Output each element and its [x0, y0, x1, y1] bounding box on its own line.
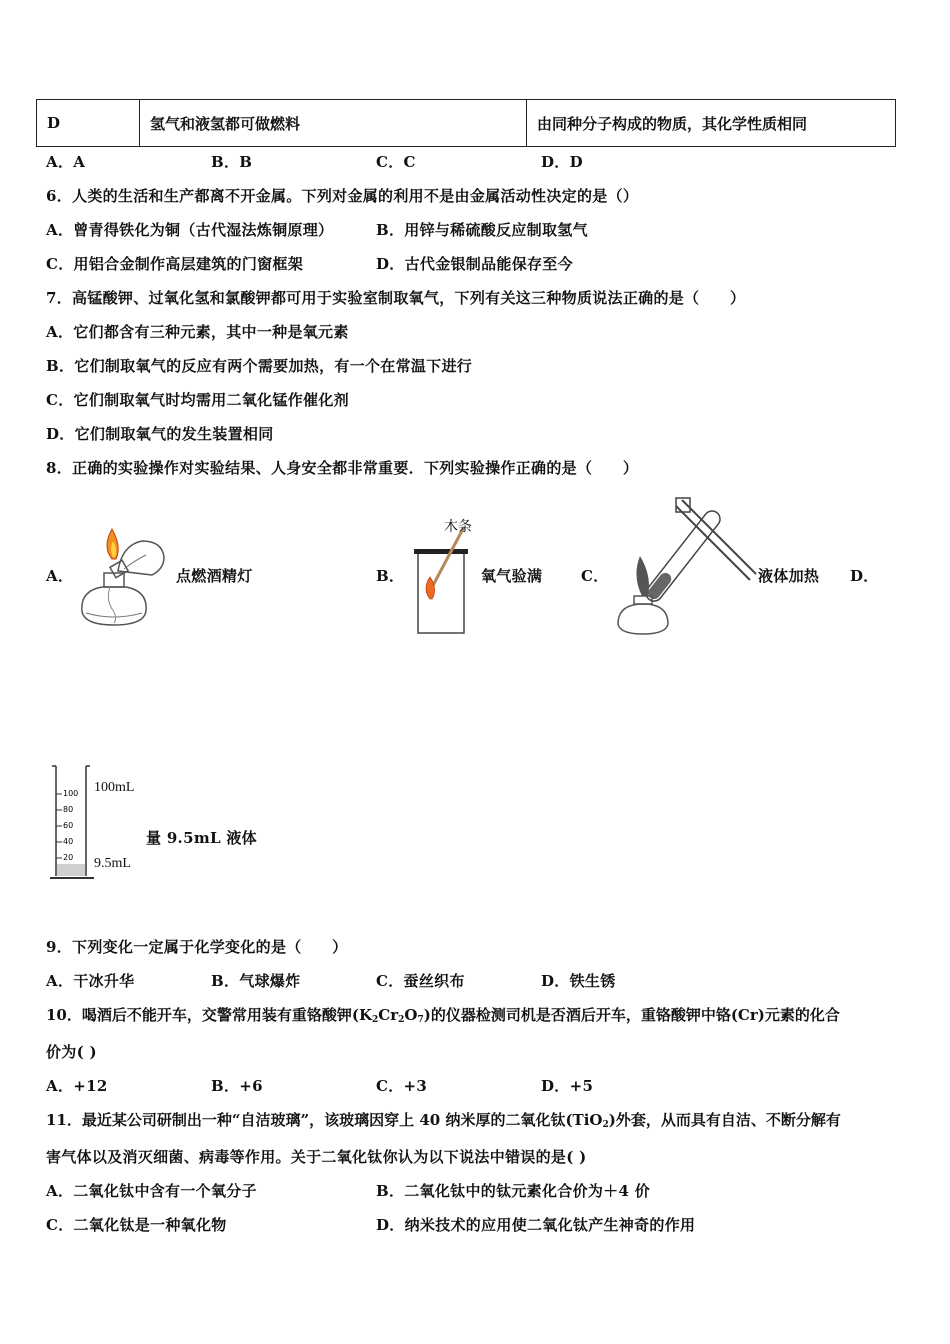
cylinder-tick: 100	[63, 789, 79, 798]
cylinder-tick: 40	[63, 837, 74, 846]
q6-option-b: B．用锌与稀硫酸反应制取氢气	[376, 221, 588, 239]
q11-option-b: B．二氧化钛中的钛元素化合价为＋4 价	[376, 1182, 651, 1200]
q11-option-a: A．二氧化钛中含有一个氧分子	[46, 1182, 257, 1200]
q11-option-d: D．纳米技术的应用使二氧化钛产生神奇的作用	[376, 1216, 696, 1234]
q10-stem-line1: 10．喝酒后不能开车，交警常用装有重铬酸钾$(K_2Cr_2O_7)$的仪器检测司机是否酒后开车，重铬酸钾中铬(Cr)元素的化合	[46, 1006, 840, 1025]
q11-option-c: C．二氧化钛是一种氧化物	[46, 1216, 227, 1234]
q8-option-c-letter: C．	[581, 567, 609, 585]
graduated-cylinder-figure	[46, 760, 96, 884]
q6-stem: 6．人类的生活和生产都离不开金属。下列对金属的利用不是由金属活动性决定的是（）	[46, 187, 639, 205]
q10-stem-line2: 价为( )	[46, 1043, 97, 1061]
q9-option-c: C．蚕丝织布	[376, 972, 465, 990]
q8-stem: 8．正确的实验操作对实验结果、人身安全都非常重要．下列实验操作正确的是（ ）	[46, 459, 639, 477]
q7-option-a: A．它们都含有三种元素，其中一种是氧元素	[46, 323, 349, 341]
liquid-heating-figure	[610, 490, 760, 636]
cylinder-tick: 80	[63, 805, 74, 814]
cylinder-tick: 60	[63, 821, 74, 830]
q9-stem: 9．下列变化一定属于化学变化的是（ ）	[46, 938, 348, 956]
table-cell-fact: 氢气和液氢都可做燃料	[140, 100, 527, 147]
table-cell-option: D	[37, 100, 140, 147]
q7-option-b: B．它们制取氧气的反应有两个需要加热，有一个在常温下进行	[46, 357, 473, 375]
q9-option-d: D．铁生锈	[541, 972, 616, 990]
q8-option-a-label: 点燃酒精灯	[176, 567, 253, 585]
q5-option-c: C．C	[376, 153, 416, 171]
q11-stem-line1: 11．最近某公司研制出一种“自洁玻璃”，该玻璃因穿上 40 纳米厚的二氧化钛(TiO$_2$)外套，从而具有自洁、不断分解有	[46, 1111, 841, 1130]
answer-table	[36, 99, 896, 147]
q7-option-d: D．它们制取氧气的发生装置相同	[46, 425, 274, 443]
q8-option-d-label: 量 9.5mL 液体	[146, 829, 257, 847]
q8-option-a-letter: A．	[46, 567, 74, 585]
q8-option-b-letter: B．	[376, 567, 405, 585]
q7-stem: 7．高锰酸钾、过氧化氢和氯酸钾都可用于实验室制取氧气，下列有关这三种物质说法正确的是（ ）	[46, 289, 746, 307]
cylinder-bottom-label: 9.5mL	[94, 856, 131, 871]
q10-option-b: B．+6	[211, 1077, 263, 1095]
q10-option-a: A．+12	[46, 1077, 108, 1095]
table-row	[37, 100, 896, 147]
q8-option-b-label: 氧气验满	[481, 567, 543, 585]
q5-option-a: A．A	[46, 153, 86, 171]
cylinder-tick: 20	[63, 853, 74, 862]
q8-option-d-letter: D．	[850, 567, 879, 585]
table-cell-explanation: 由同种分子构成的物质，其化学性质相同	[527, 100, 896, 147]
q9-option-a: A．干冰升华	[46, 972, 135, 990]
q5-option-d: D．D	[541, 153, 583, 171]
q10-option-d: D．+5	[541, 1077, 594, 1095]
cylinder-top-label: 100mL	[94, 780, 135, 795]
q11-stem-line2: 害气体以及消灭细菌、病毒等作用。关于二氧化钛你认为以下说法中错误的是( )	[46, 1148, 587, 1166]
q9-option-b: B．气球爆炸	[211, 972, 301, 990]
lighting-alcohol-lamp-figure	[72, 525, 172, 633]
q10-option-c: C．+3	[376, 1077, 428, 1095]
q8-option-c-label: 液体加热	[758, 567, 820, 585]
q5-option-b: B．B	[211, 153, 253, 171]
q6-option-a: A．曾青得铁化为铜（古代湿法炼铜原理）	[46, 221, 334, 239]
q6-option-d: D．古代金银制品能保存至今	[376, 255, 573, 273]
q8-option-b-fig-text: 木条	[444, 519, 472, 535]
q7-option-c: C．它们制取氧气时均需用二氧化锰作催化剂	[46, 391, 349, 409]
q6-option-c: C．用铝合金制作高层建筑的门窗框架	[46, 255, 304, 273]
